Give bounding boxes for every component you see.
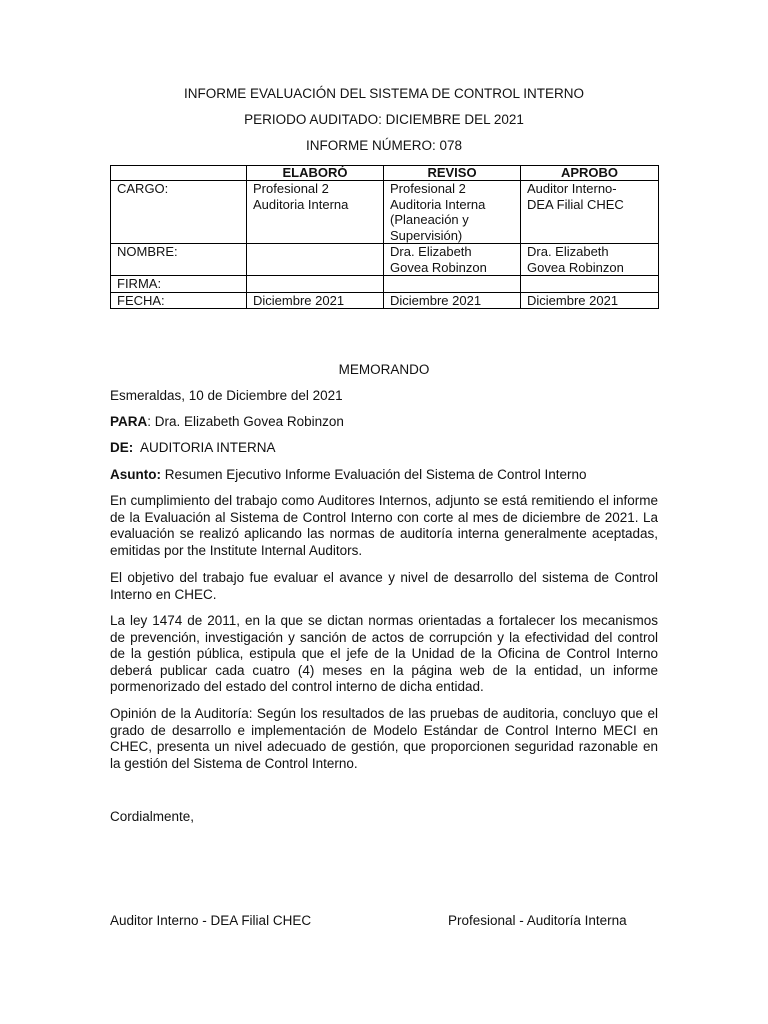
signature-right: Profesional - Auditoría Interna bbox=[448, 913, 627, 928]
row-label: CARGO: bbox=[111, 181, 247, 244]
table-cell: Dra. Elizabeth Govea Robinzon bbox=[521, 244, 659, 276]
table-cell bbox=[521, 276, 659, 293]
from-value: AUDITORIA INTERNA bbox=[140, 440, 276, 455]
paragraph: La ley 1474 de 2011, en la que se dictan normas orientadas a fortalecer los mecanismos de prevención, investigación y sanción de actos de corrupción y la efectividad del control de la gestión pública, estipula que el jefe de la Unidad de la Oficina de Control Interno deberá publicar cada cuatro (4) meses en la página web de la entidad, un informe pormenorizado del estado del control interno de dicha entidad. bbox=[110, 613, 658, 695]
table-row bbox=[111, 292, 659, 309]
row-label: FECHA: bbox=[111, 292, 247, 309]
subject-label: Asunto: bbox=[110, 467, 161, 482]
approval-table bbox=[110, 165, 659, 309]
to-line bbox=[110, 414, 658, 431]
row-label: FIRMA: bbox=[111, 276, 247, 293]
subject-value: Resumen Ejecutivo Informe Evaluación del Sistema de Control Interno bbox=[164, 467, 587, 482]
audited-period: PERIODO AUDITADO: DICIEMBRE DEL 2021 bbox=[244, 112, 524, 127]
table-header-cell bbox=[111, 166, 247, 181]
table-cell: Diciembre 2021 bbox=[384, 292, 521, 309]
table-row bbox=[111, 244, 659, 276]
from-label: DE: bbox=[110, 440, 134, 455]
table-cell: Profesional 2 Auditoria Interna (Planeación y Supervisión) bbox=[384, 181, 521, 244]
row-label: NOMBRE: bbox=[111, 244, 247, 276]
paragraph: En cumplimiento del trabajo como Auditores Internos, adjunto se está remitiendo el informe de la Evaluación al Sistema de Control Interno con corte al mes de diciembre de 2021. La evaluación se realizó aplicando las normas de auditoría interna generalmente aceptadas, emitidas por the Institute Internal Auditors. bbox=[110, 493, 658, 558]
memo-heading: MEMORANDO bbox=[338, 362, 430, 377]
table-cell bbox=[384, 276, 521, 293]
table-header-cell: ELABORÓ bbox=[247, 166, 384, 181]
paragraph: El objetivo del trabajo fue evaluar el avance y nivel de desarrollo del sistema de Control Interno en CHEC. bbox=[110, 570, 658, 602]
table-row bbox=[111, 181, 659, 244]
signature-left: Auditor Interno - DEA Filial CHEC bbox=[110, 913, 312, 928]
table-cell: Diciembre 2021 bbox=[247, 292, 384, 309]
subject-line bbox=[110, 467, 658, 484]
paragraph: Opinión de la Auditoría: Según los resultados de las pruebas de auditoria, concluyo que el grado de desarrollo e implementación de Modelo Estándar de Control Interno MECI en CHEC, presenta un nivel adecuado de gestión, que proporcionen seguridad razonable en la gestión del Sistema de Control Interno. bbox=[110, 706, 658, 771]
place-date: Esmeraldas, 10 de Diciembre del 2021 bbox=[110, 388, 343, 403]
table-cell: Diciembre 2021 bbox=[521, 292, 659, 309]
from-line bbox=[110, 440, 658, 457]
to-label: PARA bbox=[110, 414, 148, 429]
table-cell: Auditor Interno- DEA Filial CHEC bbox=[521, 181, 659, 244]
report-title: INFORME EVALUACIÓN DEL SISTEMA DE CONTROL INTERNO bbox=[183, 86, 585, 101]
table-row bbox=[111, 276, 659, 293]
table-cell: Dra. Elizabeth Govea Robinzon bbox=[384, 244, 521, 276]
table-cell bbox=[247, 276, 384, 293]
table-header-row bbox=[111, 166, 659, 181]
to-value: : Dra. Elizabeth Govea Robinzon bbox=[147, 414, 344, 429]
closing: Cordialmente, bbox=[110, 809, 195, 824]
table-header-cell: APROBO bbox=[521, 166, 659, 181]
table-cell bbox=[247, 244, 384, 276]
table-header-cell: REVISO bbox=[384, 166, 521, 181]
report-number: INFORME NÚMERO: 078 bbox=[305, 138, 463, 153]
table-cell: Profesional 2 Auditoria Interna bbox=[247, 181, 384, 244]
